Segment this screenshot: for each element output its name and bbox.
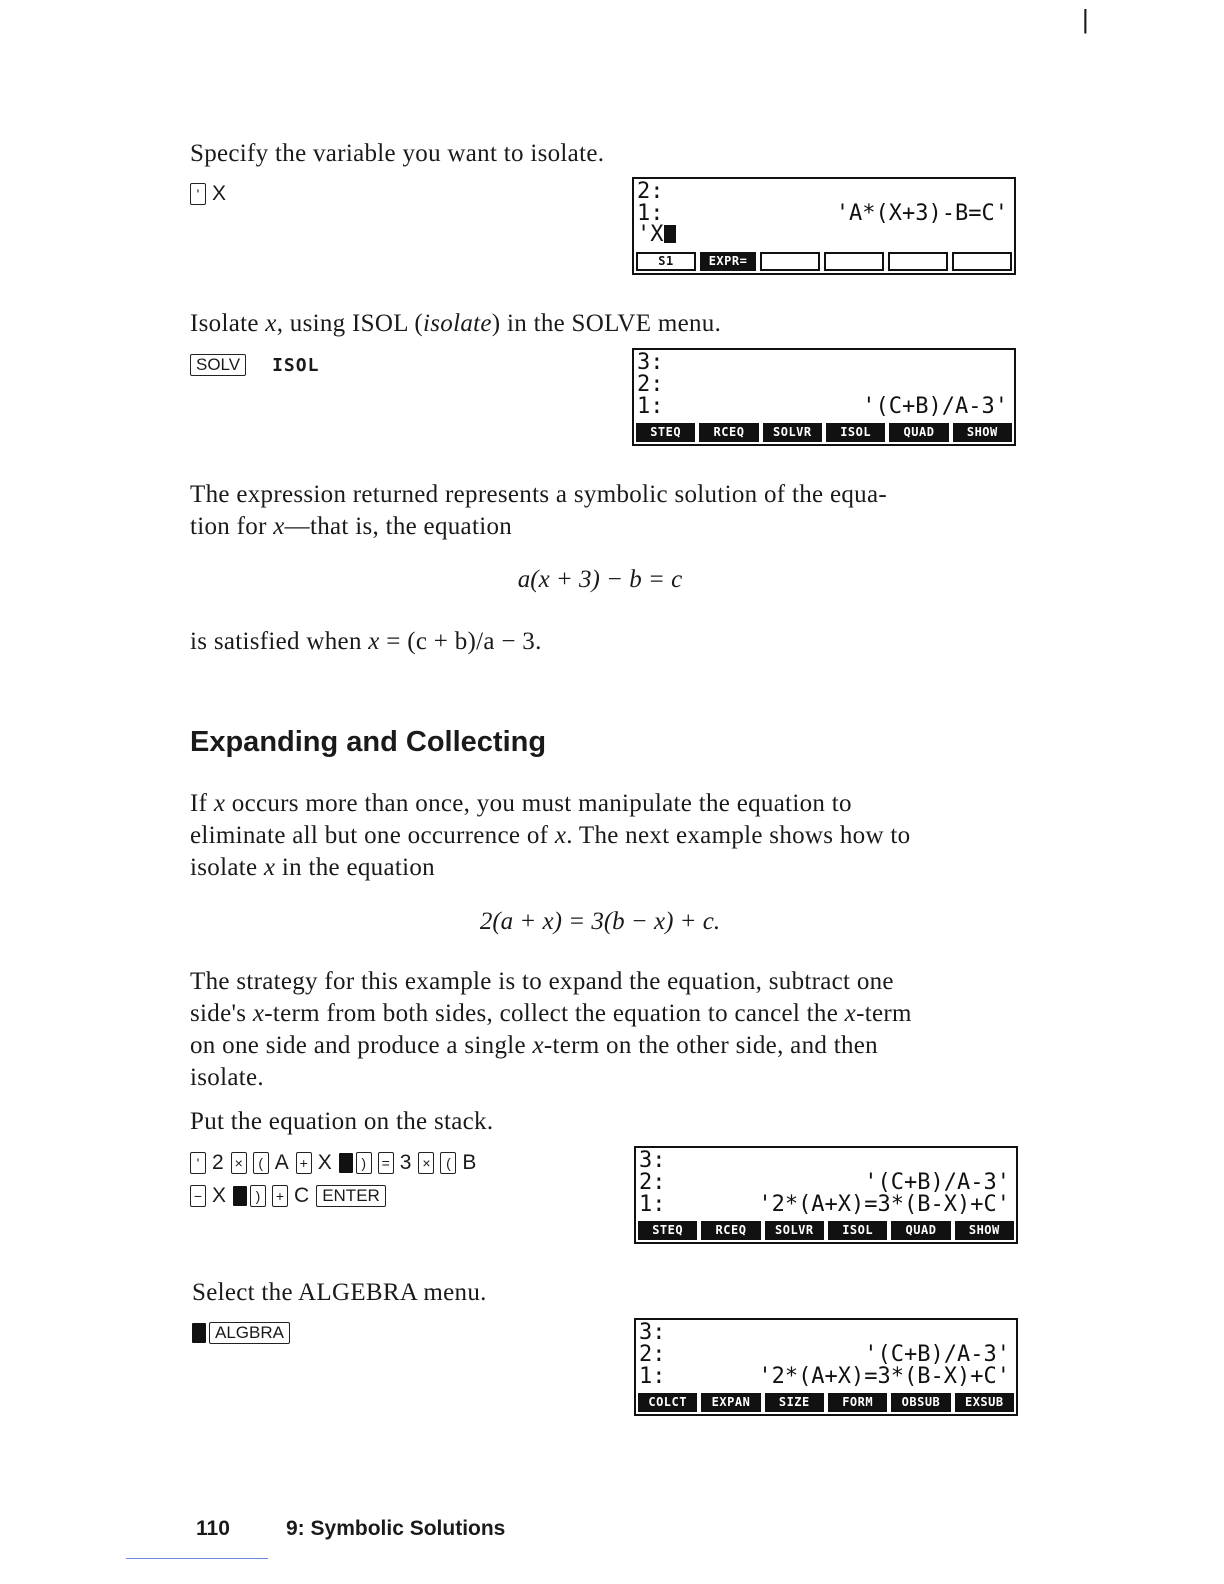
close-paren-key: ): [250, 1185, 266, 1207]
chapter-title: 9: Symbolic Solutions: [286, 1517, 506, 1540]
isol-menu-key: ISOL: [272, 354, 320, 376]
softkey-expr: EXPR=: [700, 252, 756, 271]
softkey-form: FORM: [828, 1393, 887, 1412]
stack-level-label: 2:: [637, 179, 664, 204]
softkey-rceq: RCEQ: [701, 1221, 760, 1240]
calculator-screen-3: [634, 1146, 1018, 1244]
select-text: Select the ALGEBRA menu.: [192, 1279, 487, 1306]
equation-1: a(x + 3) − b = c: [517, 566, 683, 593]
strategy-line1: The strategy for this example is to expand the equation, subtract one: [190, 968, 894, 995]
shift-key-icon: [233, 1186, 247, 1206]
multiply-key: ×: [231, 1152, 247, 1174]
stack-level-label: 1:: [639, 1192, 666, 1217]
softkey-row: [638, 1221, 1014, 1240]
key-char: A: [274, 1151, 289, 1174]
strategy-line2: side's x-term from both sides, collect the equation to cancel the x-term: [190, 1000, 912, 1027]
paragraph-line3: isolate x in the equation: [190, 854, 435, 881]
strategy-line4: isolate.: [190, 1064, 264, 1091]
equals-key: =: [378, 1152, 394, 1174]
page-number: 110: [196, 1517, 230, 1540]
softkey-show: SHOW: [953, 423, 1012, 442]
softkey-quad: QUAD: [889, 423, 948, 442]
close-paren-key: ): [356, 1152, 372, 1174]
paragraph-line1: If x occurs more than once, you must manipulate the equation to: [190, 790, 852, 817]
expression-text-line2: tion for x—that is, the equation: [190, 513, 513, 540]
softkey-isol: ISOL: [828, 1221, 887, 1240]
softkey-solvr: SOLVR: [765, 1221, 824, 1240]
x-key-char: X: [212, 182, 227, 205]
softkey-expan: EXPAN: [701, 1393, 760, 1412]
softkey-blank: [760, 252, 820, 271]
stack-level-label: 2:: [639, 1342, 666, 1367]
softkey-row: [636, 423, 1012, 442]
softkey-blank: [888, 252, 948, 271]
stack-value: '2*(A+X)=3*(B-X)+C': [758, 1192, 1010, 1217]
strategy-line3: on one side and produce a single x-term on the other side, and then: [190, 1032, 878, 1059]
key-char: 2: [212, 1151, 224, 1174]
enter-key: ENTER: [316, 1185, 386, 1207]
stack-level-label: 3:: [639, 1320, 666, 1345]
algebra-key: ALGBRA: [209, 1322, 290, 1344]
isolate-text: Isolate x, using ISOL (isolate) in the SOLVE menu.: [190, 310, 722, 337]
corner-mark: |: [1082, 4, 1089, 34]
softkey-row: [638, 1393, 1014, 1412]
softkey-row: [636, 252, 1012, 271]
paragraph-line2: eliminate all but one occurrence of x. The next example shows how to: [190, 822, 911, 849]
stack-value: 'A*(X+3)-B=C': [835, 201, 1008, 226]
intro-text: Specify the variable you want to isolate.: [190, 140, 605, 167]
stack-level-label: 1:: [637, 394, 664, 419]
softkey-steq: STEQ: [638, 1221, 697, 1240]
softkey-blank: [952, 252, 1012, 271]
tick-key: ': [190, 183, 206, 205]
softkey-blank: [824, 252, 884, 271]
solv-key: SOLV: [190, 354, 246, 376]
command-line-entry: 'X: [637, 224, 676, 246]
key-char: 3: [399, 1151, 412, 1174]
paren-key: (: [253, 1152, 269, 1174]
softkey-colct: COLCT: [638, 1393, 697, 1412]
keystroke-step3-row1: [190, 1151, 483, 1175]
key-char: X: [317, 1151, 332, 1174]
shift-key-icon: [192, 1323, 206, 1343]
multiply-key: ×: [418, 1152, 434, 1174]
stack-level-label: 2:: [637, 372, 664, 397]
keystroke-step2: [190, 354, 319, 376]
softkey-show: SHOW: [955, 1221, 1014, 1240]
section-heading: Expanding and Collecting: [190, 726, 547, 758]
softkey-obsub: OBSUB: [891, 1393, 950, 1412]
key-char: C: [294, 1184, 310, 1207]
calculator-screen-2: [632, 348, 1016, 446]
expression-text-line1: The expression returned represents a symbolic solution of the equa-: [190, 481, 887, 508]
cursor-icon: [664, 225, 676, 243]
key-char: X: [212, 1184, 227, 1207]
shift-key-icon: [339, 1153, 353, 1173]
stack-level-label: 2:: [639, 1170, 666, 1195]
equation-2: 2(a + x) = 3(b − x) + c.: [479, 908, 721, 935]
keystroke-step1: [190, 182, 233, 206]
softkey-solvr: SOLVR: [763, 423, 822, 442]
minus-key: −: [190, 1185, 206, 1207]
keystroke-step3-row2: [190, 1184, 392, 1208]
stack-value: '(C+B)/A-3': [864, 1342, 1010, 1367]
plus-key: +: [272, 1185, 288, 1207]
satisfied-text: is satisfied when x = (c + b)/a − 3.: [190, 628, 542, 655]
stack-level-label: 1:: [639, 1364, 666, 1389]
stack-level-label: 3:: [639, 1148, 666, 1173]
plus-key: +: [296, 1152, 312, 1174]
softkey-rceq: RCEQ: [699, 423, 758, 442]
stack-value: '(C+B)/A-3': [862, 394, 1008, 419]
softkey-s1: S1: [636, 252, 696, 271]
softkey-quad: QUAD: [891, 1221, 950, 1240]
tick-key: ': [190, 1152, 206, 1174]
keystroke-step4: [192, 1322, 296, 1344]
softkey-size: SIZE: [765, 1393, 824, 1412]
calculator-screen-4: [634, 1318, 1018, 1416]
softkey-isol: ISOL: [826, 423, 885, 442]
softkey-exsub: EXSUB: [955, 1393, 1014, 1412]
put-text: Put the equation on the stack.: [190, 1108, 494, 1135]
paren-key: (: [440, 1152, 456, 1174]
softkey-steq: STEQ: [636, 423, 695, 442]
stack-level-label: 3:: [637, 350, 664, 375]
stack-value: '2*(A+X)=3*(B-X)+C': [758, 1364, 1010, 1389]
key-char: B: [462, 1151, 477, 1174]
footer-rule: [126, 1558, 268, 1559]
calculator-screen-1: [632, 177, 1016, 275]
stack-level-label: 1:: [637, 201, 664, 226]
stack-value: '(C+B)/A-3': [864, 1170, 1010, 1195]
